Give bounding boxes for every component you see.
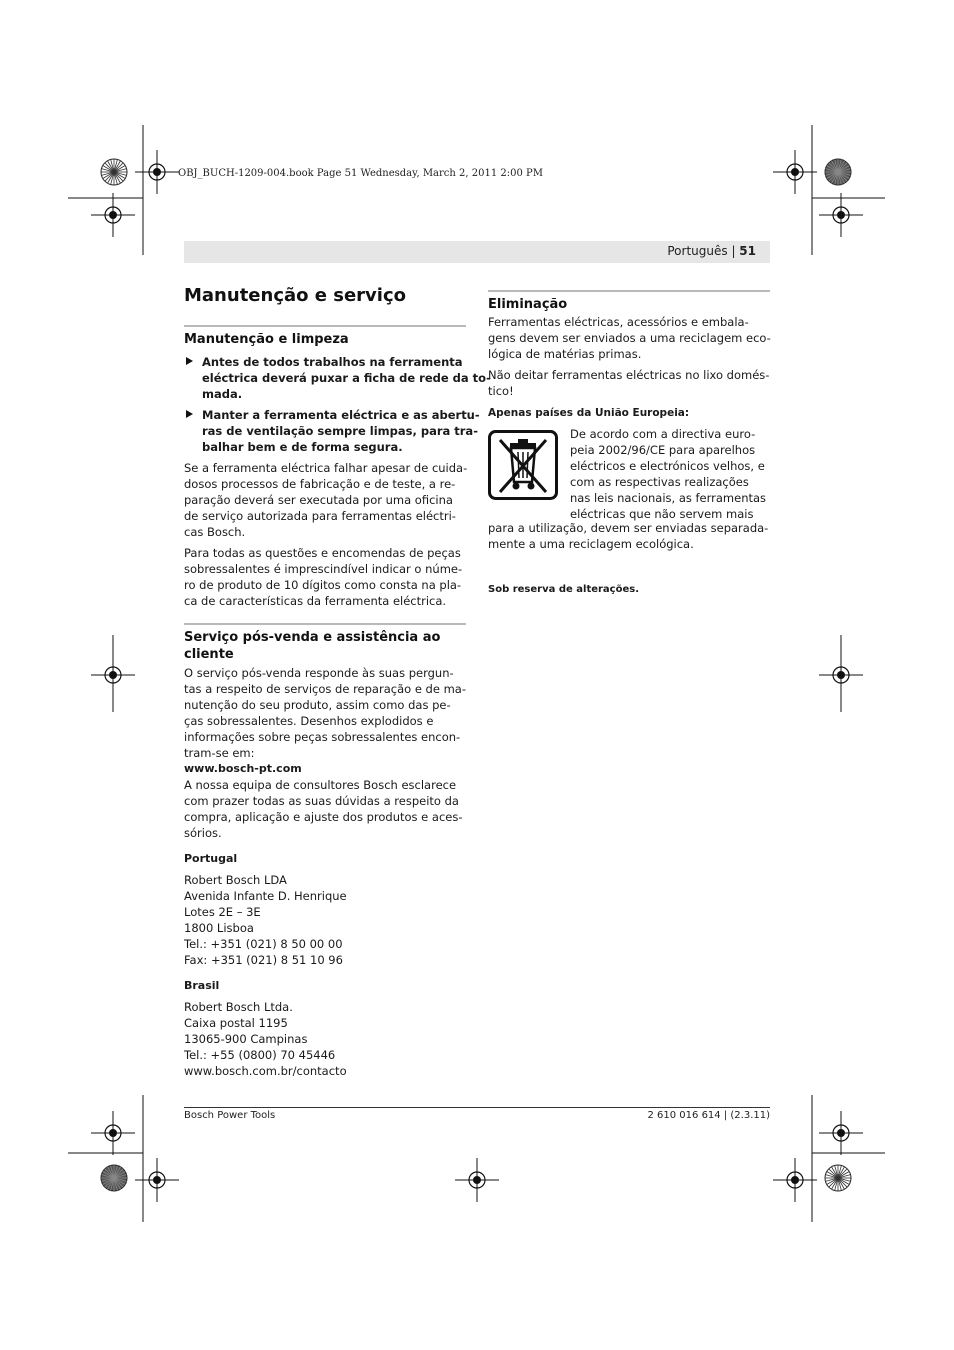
maintenance-section (184, 325, 466, 348)
text-line: tas a respeito de serviços de reparação e de ma- (184, 682, 466, 696)
text-line: Caixa postal 1195 (184, 1016, 288, 1030)
text-line: De acordo com a directiva euro- (570, 427, 756, 441)
text-line: Lotes 2E – 3E (184, 905, 261, 919)
text-line: ças sobressalentes. Desenhos explodidos e (184, 714, 434, 728)
text-line: peia 2002/96/CE para aparelhos (570, 443, 756, 457)
disposal-section (488, 290, 770, 313)
brasil-website-link[interactable]: www.bosch.com.br/contacto (184, 1064, 347, 1078)
text-line: cas Bosch. (184, 525, 246, 539)
bullet-arrow-icon (186, 357, 193, 365)
text-line: 13065-900 Campinas (184, 1032, 308, 1046)
portugal-address (184, 872, 466, 968)
disposal-paragraph (488, 314, 770, 362)
text-line: gens devem ser enviados a uma reciclagem eco- (488, 331, 771, 345)
page-header (667, 244, 756, 258)
text-line: eléctricos e electrónicos velhos, e (570, 459, 765, 473)
text-line: nas leis nacionais, as ferramentas (570, 491, 767, 505)
color-rosette-icon (825, 1165, 851, 1191)
text-line: sórios. (184, 826, 222, 840)
weee-text-beside-icon (570, 426, 766, 522)
page-header-bar (184, 241, 770, 263)
footer-left: Bosch Power Tools (184, 1110, 276, 1121)
text-line: Antes de todos trabalhos na ferramenta (202, 355, 463, 369)
text-line: A nossa equipa de consultores Bosch esclarece (184, 778, 457, 792)
footer-right: 2 610 016 614 | (2.3.11) (647, 1110, 770, 1121)
crossed-out-wheelie-bin-icon (488, 430, 558, 500)
text-line: mente a uma reciclagem ecológica. (488, 537, 694, 551)
color-rosette-icon (825, 159, 851, 185)
bullet-keep-clean (184, 407, 480, 455)
text-line: Robert Bosch LDA (184, 873, 287, 887)
text-line: mada. (202, 387, 243, 401)
text-line: Se a ferramenta eléctrica falhar apesar de cuida- (184, 461, 468, 475)
brasil-label: Brasil (184, 979, 220, 992)
disposal-heading: Eliminação (488, 297, 568, 312)
text-line: com as respectivas realizações (570, 475, 749, 489)
text-line: ras de ventilação sempre limpas, para tra- (202, 424, 478, 438)
text-line: balhar bem e de forma segura. (202, 440, 403, 454)
text-line: Fax: +351 (021) 8 51 10 96 (184, 953, 343, 967)
text-line: tram-se em: (184, 746, 255, 760)
text-line: 1800 Lisboa (184, 921, 254, 935)
text-line: dosos processos de fabricação e de teste, a re- (184, 477, 456, 491)
text-line: Tel.: +55 (0800) 70 45446 (184, 1048, 336, 1062)
left-column (184, 325, 491, 609)
household-waste-paragraph (488, 367, 770, 399)
header-separator: | (727, 244, 740, 258)
text-line: Não deitar ferramentas eléctricas no lixo domés- (488, 368, 770, 382)
text-line: Ferramentas eléctricas, acessórios e embala- (488, 315, 749, 329)
service-heading: Serviço pós-venda e assistência ao (184, 630, 441, 645)
text-line: para a utilização, devem ser enviadas separada- (488, 521, 769, 535)
text-line: informações sobre peças sobressalentes encon- (184, 730, 461, 744)
footer-rule (184, 1107, 770, 1108)
text-line: Manter a ferramenta eléctrica e as abertu- (202, 408, 480, 422)
eu-only-label: Apenas países da União Europeia: (488, 407, 690, 419)
subject-to-change-note: Sob reserva de alterações. (488, 584, 640, 595)
text-line: com prazer todas as suas dúvidas a respeito da (184, 794, 459, 808)
print-info-line: OBJ_BUCH-1209-004.book Page 51 Wednesday, March 2, 2011 2:00 PM (178, 168, 543, 179)
text-line: lógica de matérias primas. (488, 347, 642, 361)
text-line: Robert Bosch Ltda. (184, 1000, 293, 1014)
text-line: tico! (488, 384, 514, 398)
text-line: Tel.: +351 (021) 8 50 00 00 (184, 937, 343, 951)
text-line: Avenida Infante D. Henrique (184, 889, 347, 903)
spare-parts-paragraph (184, 545, 466, 609)
weee-block (488, 426, 770, 522)
text-line: O serviço pós-venda responde às suas pergun- (184, 666, 454, 680)
header-language: Português (667, 244, 728, 258)
text-line: nutenção do seu produto, assim como das pe- (184, 698, 451, 712)
text-line: eléctricas que não servem mais (570, 507, 754, 521)
color-rosette-icon (101, 1165, 127, 1191)
portugal-label: Portugal (184, 852, 238, 865)
brasil-address (184, 999, 466, 1079)
weee-text-below-icon (488, 520, 770, 552)
text-line: ro de produto de 10 dígitos como consta na pla- (184, 578, 462, 592)
bullet-arrow-icon (186, 410, 193, 418)
service-section (184, 623, 466, 663)
service-heading: cliente (184, 647, 234, 662)
page-title: Manutenção e serviço (184, 285, 406, 306)
page-number: 51 (739, 244, 756, 258)
repair-paragraph (184, 460, 466, 540)
text-line: ca de características da ferramenta eléctrica. (184, 594, 447, 608)
text-line: de serviço autorizada para ferramentas eléctri- (184, 509, 456, 523)
text-line: compra, aplicação e ajuste dos produtos e aces- (184, 810, 463, 824)
service-paragraph (184, 665, 466, 841)
text-line: sobressalentes é imprescindível indicar o núme- (184, 562, 463, 576)
text-line: paração deverá ser executada por uma oficina (184, 493, 453, 507)
left-column-service (184, 623, 466, 1079)
right-column (488, 290, 770, 598)
bullet-unplug (184, 354, 491, 402)
color-rosette-icon (101, 159, 127, 185)
text-line: Para todas as questões e encomendas de peças (184, 546, 461, 560)
service-url-link[interactable]: www.bosch-pt.com (184, 762, 302, 775)
text-line: eléctrica deverá puxar a ficha de rede da to- (202, 371, 491, 385)
maintenance-heading: Manutenção e limpeza (184, 332, 349, 347)
